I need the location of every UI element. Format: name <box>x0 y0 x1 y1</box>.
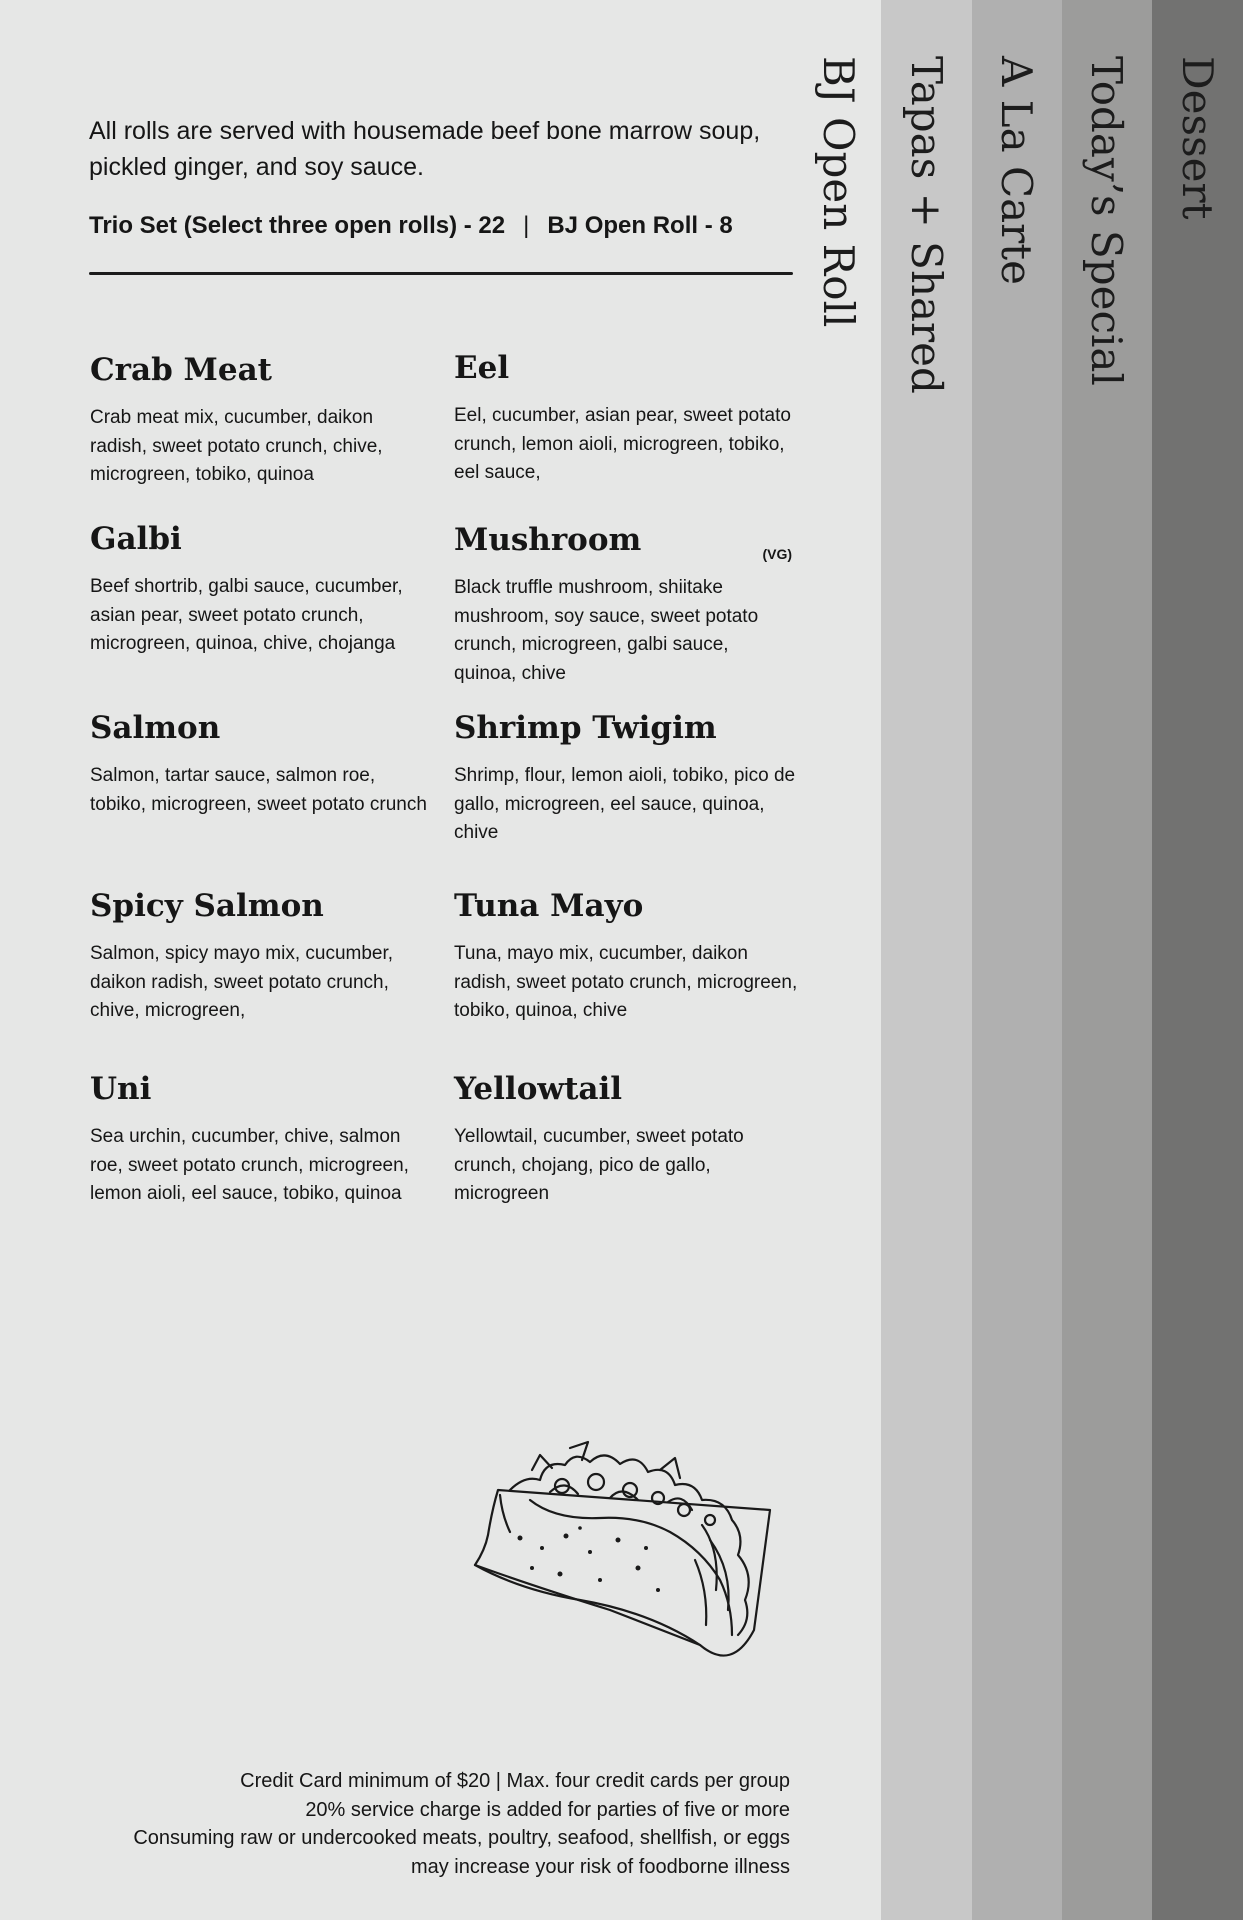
tab-label: Today’s Special <box>1082 56 1131 386</box>
single-roll-price: BJ Open Roll - 8 <box>547 212 733 239</box>
item-name: Shrimp Twigim <box>454 710 717 746</box>
item-name: Spicy Salmon <box>90 888 324 924</box>
menu-item-mushroom <box>454 520 792 688</box>
item-desc: Shrimp, flour, lemon aioli, tobiko, pico de gallo, microgreen, eel sauce, quinoa, chive <box>454 765 796 843</box>
item-name: Galbi <box>90 521 182 557</box>
menu-item-crab-meat <box>90 350 435 490</box>
item-name-text: Mushroom <box>454 522 642 558</box>
item-desc: Black truffle mushroom, shiitake mushroom, soy sauce, sweet potato crunch, microgreen, galbi sauce, quinoa, chive <box>454 577 759 684</box>
tab-a-la-carte[interactable] <box>972 0 1062 1920</box>
tab-tapas-shared[interactable] <box>881 0 972 1920</box>
footer-line: Credit Card minimum of $20 | Max. four credit cards per group <box>240 1770 790 1792</box>
menu-item-shrimp-twigim <box>454 708 799 848</box>
menu-item-galbi <box>90 519 435 659</box>
pricing-separator: | <box>523 212 530 239</box>
menu-item-salmon <box>90 708 435 819</box>
vegan-tag: (VG) <box>762 546 792 562</box>
menu-item-yellowtail <box>454 1069 799 1209</box>
item-desc: Beef shortrib, galbi sauce, cucumber, asian pear, sweet potato crunch, microgreen, quinoa, chive, chojanga <box>90 576 403 654</box>
item-name <box>454 520 792 560</box>
menu-item-uni <box>90 1069 435 1209</box>
taco-illustration <box>470 1440 780 1670</box>
item-desc: Eel, cucumber, asian pear, sweet potato crunch, lemon aioli, microgreen, tobiko, eel sauce, <box>454 405 791 483</box>
footer-line: 20% service charge is added for parties of five or more <box>305 1798 790 1821</box>
tab-dessert[interactable] <box>1152 0 1243 1920</box>
item-name: Yellowtail <box>454 1071 623 1107</box>
tab-label: Dessert <box>1172 56 1222 220</box>
pricing-line <box>89 212 733 240</box>
item-desc: Crab meat mix, cucumber, daikon radish, sweet potato crunch, chive, microgreen, tobiko, quinoa <box>90 407 383 485</box>
tab-bj-open-roll[interactable] <box>796 0 881 1920</box>
item-desc: Sea urchin, cucumber, chive, salmon roe, sweet potato crunch, microgreen, lemon aioli, eel sauce, tobiko, quinoa <box>90 1126 409 1204</box>
footer-line: may increase your risk of foodborne illness <box>410 1855 790 1878</box>
tab-label: A La Carte <box>992 56 1041 285</box>
item-name: Crab Meat <box>90 352 273 388</box>
item-desc: Salmon, tartar sauce, salmon roe, tobiko, microgreen, sweet potato crunch <box>90 765 427 815</box>
menu-item-spicy-salmon <box>90 886 435 1026</box>
menu-item-tuna-mayo <box>454 886 799 1026</box>
item-name: Tuna Mayo <box>454 888 644 924</box>
item-desc: Tuna, mayo mix, cucumber, daikon radish, sweet potato crunch, microgreen, tobiko, quinoa, chive <box>454 943 798 1021</box>
footer-line: Consuming raw or undercooked meats, poultry, seafood, shellfish, or eggs <box>133 1827 790 1849</box>
tab-todays-special[interactable] <box>1062 0 1152 1920</box>
tab-label: Tapas + Shared <box>901 56 951 394</box>
divider <box>89 272 793 275</box>
item-name: Eel <box>454 350 510 386</box>
intro-text: All rolls are served with housemade beef bone marrow soup, pickled ginger, and soy sauce. <box>89 117 761 181</box>
trio-set-price: Trio Set (Select three open rolls) - 22 <box>89 212 506 239</box>
menu-item-eel <box>454 348 799 488</box>
item-name: Salmon <box>90 710 221 746</box>
footer-notes <box>133 1767 790 1881</box>
item-desc: Yellowtail, cucumber, sweet potato crunch, chojang, pico de gallo, microgreen <box>454 1126 744 1204</box>
tab-label: BJ Open Roll <box>813 56 863 328</box>
item-desc: Salmon, spicy mayo mix, cucumber, daikon radish, sweet potato crunch, chive, microgreen, <box>90 943 394 1021</box>
item-name: Uni <box>90 1071 152 1107</box>
